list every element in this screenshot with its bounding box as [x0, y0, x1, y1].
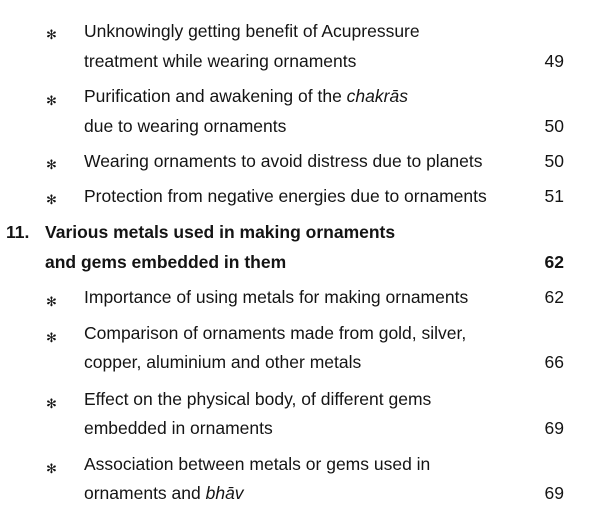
page-number: 49	[544, 51, 564, 71]
bullet-icon: ✻	[46, 157, 57, 172]
entry-text: embedded in ornaments	[84, 418, 273, 438]
entry-text: Importance of using metals for making ornaments	[84, 287, 469, 307]
entry-text: copper, aluminium and other metals	[84, 352, 362, 372]
section-page-number: 62	[544, 252, 564, 272]
bullet-icon: ✻	[46, 192, 57, 207]
entry-text-part: ornaments and	[84, 483, 206, 503]
entry-text	[84, 482, 244, 504]
entry-text: Protection from negative energies due to ornaments	[84, 186, 487, 206]
bullet-icon: ✻	[46, 396, 57, 411]
entry-text: treatment while wearing ornaments	[84, 51, 357, 71]
bullet-icon: ✻	[46, 461, 57, 476]
entry-text: Unknowingly getting benefit of Acupressure	[84, 21, 420, 41]
entry-text: Wearing ornaments to avoid distress due to planets	[84, 151, 483, 171]
entry-text: Comparison of ornaments made from gold, silver,	[84, 323, 467, 343]
bullet-icon: ✻	[46, 27, 57, 42]
entry-text-part: Purification and awakening of the	[84, 86, 347, 106]
bullet-icon: ✻	[46, 330, 57, 345]
bullet-icon: ✻	[46, 93, 57, 108]
page-number: 66	[544, 352, 564, 372]
bullet-icon: ✻	[46, 294, 57, 309]
section-title: and gems embedded in them	[45, 252, 287, 272]
page-number: 50	[544, 151, 564, 171]
section-title: Various metals used in making ornaments	[45, 222, 396, 242]
page-number: 51	[544, 186, 564, 206]
page-number: 69	[544, 418, 564, 438]
entry-text	[84, 85, 408, 107]
section-number: 11.	[6, 222, 30, 242]
page-number: 50	[544, 116, 564, 136]
entry-text: Association between metals or gems used in	[84, 454, 431, 474]
entry-text-italic: chakrās	[346, 86, 408, 106]
entry-text-italic: bhāv	[205, 483, 244, 503]
entry-text: Effect on the physical body, of different gems	[84, 389, 432, 409]
entry-text: due to wearing ornaments	[84, 116, 287, 136]
page-number: 69	[544, 483, 564, 503]
page-number: 62	[544, 287, 564, 307]
